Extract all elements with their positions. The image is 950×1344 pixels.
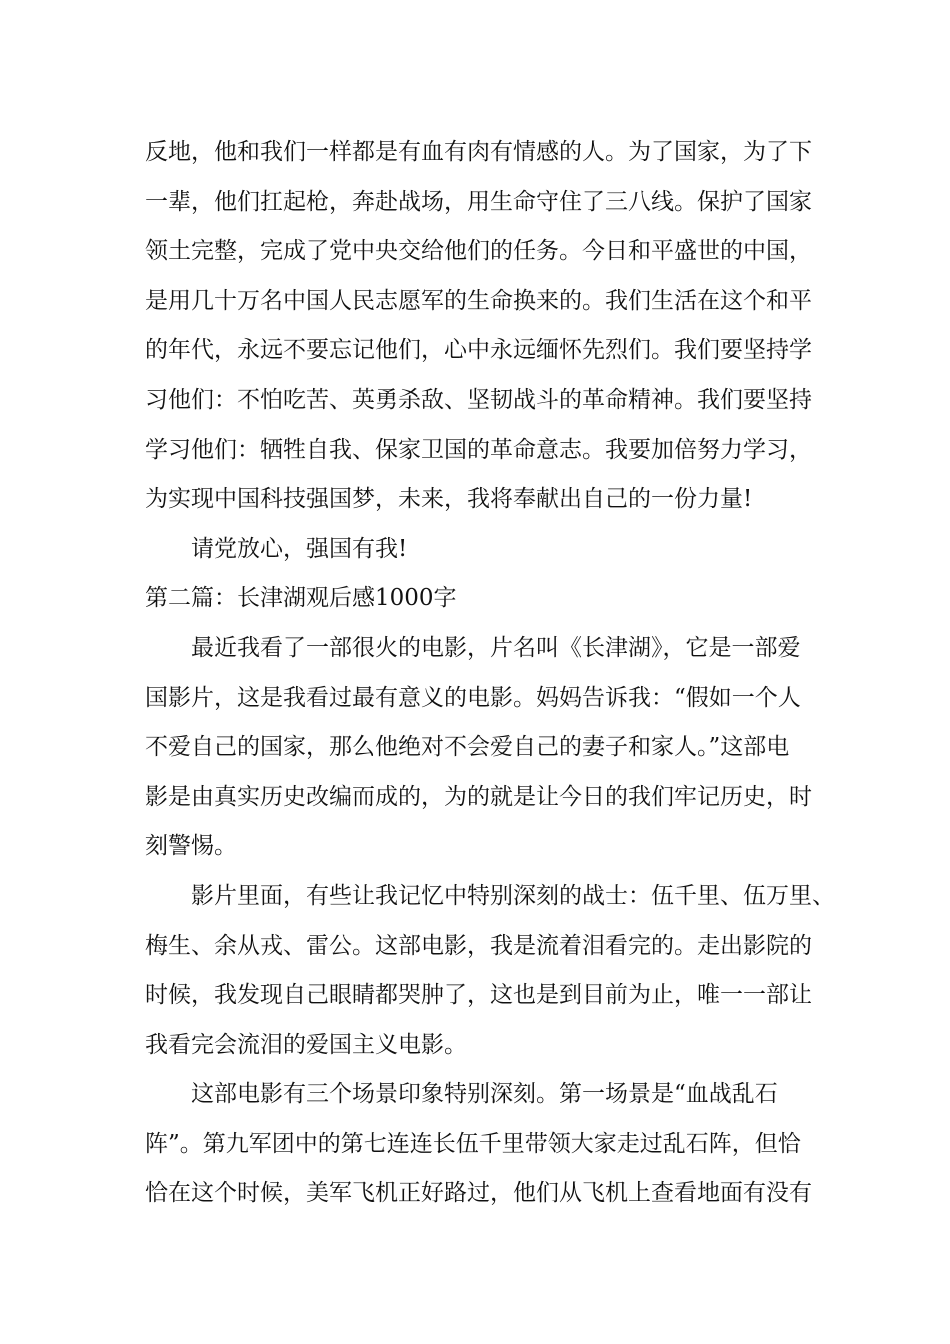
paragraph-line: 习他们：不怕吃苦、英勇杀敌、坚韧战斗的革命精神。我们要坚持 <box>145 386 812 413</box>
paragraph-line: 国影片，这是我看过最有意义的电影。妈妈告诉我：“假如一个人 <box>145 684 801 711</box>
section-heading: 第二篇：长津湖观后感1000字 <box>145 585 457 612</box>
paragraph-line: 领土完整，完成了党中央交给他们的任务。今日和平盛世的中国， <box>145 238 812 265</box>
paragraph-line: 反地，他和我们一样都是有血有肉有情感的人。为了国家，为了下 <box>145 139 812 165</box>
paragraph-line: 最近我看了一部很火的电影，片名叫《长津湖》，它是一部爱 <box>191 634 801 661</box>
paragraph-line: 影是由真实历史改编而成的，为的就是让今日的我们牢记历史，时 <box>145 783 812 810</box>
paragraph-line: 是用几十万名中国人民志愿军的生命换来的。我们生活在这个和平 <box>145 287 812 314</box>
paragraph-line: 我看完会流泪的爱国主义电影。 <box>145 1031 467 1058</box>
paragraph-line: 为实现中国科技强国梦，未来，我将奉献出自己的一份力量! <box>145 486 753 513</box>
paragraph-line: 请党放心，强国有我! <box>191 535 408 562</box>
paragraph-line: 不爱自己的国家，那么他绝对不会爱自己的妻子和家人。”这部电 <box>145 734 790 761</box>
paragraph-line: 阵”。第九军团中的第七连连长伍千里带领大家走过乱石阵，但恰 <box>145 1130 801 1157</box>
paragraph-line: 一辈，他们扛起枪，奔赴战场，用生命守住了三八线。保护了国家 <box>145 188 812 215</box>
paragraph-line: 的年代，永远不要忘记他们，心中永远缅怀先烈们。我们要坚持学 <box>145 337 812 364</box>
paragraph-line: 恰在这个时候，美军飞机正好路过，他们从飞机上查看地面有没有 <box>145 1180 812 1207</box>
paragraph-line: 影片里面，有些让我记忆中特别深刻的战士：伍千里、伍万里、 <box>191 882 835 909</box>
paragraph-line: 刻警惕。 <box>145 833 237 860</box>
document-body <box>145 128 835 1219</box>
paragraph-line: 梅生、余从戎、雷公。这部电影，我是流着泪看完的。走出影院的 <box>145 932 812 959</box>
paragraph-line: 学习他们：牺牲自我、保家卫国的革命意志。我要加倍努力学习， <box>145 436 812 463</box>
paragraph-line: 时候，我发现自己眼睛都哭肿了，这也是到目前为止，唯一一部让 <box>145 982 812 1009</box>
paragraph-line: 这部电影有三个场景印象特别深刻。第一场景是“血战乱石 <box>191 1081 778 1108</box>
